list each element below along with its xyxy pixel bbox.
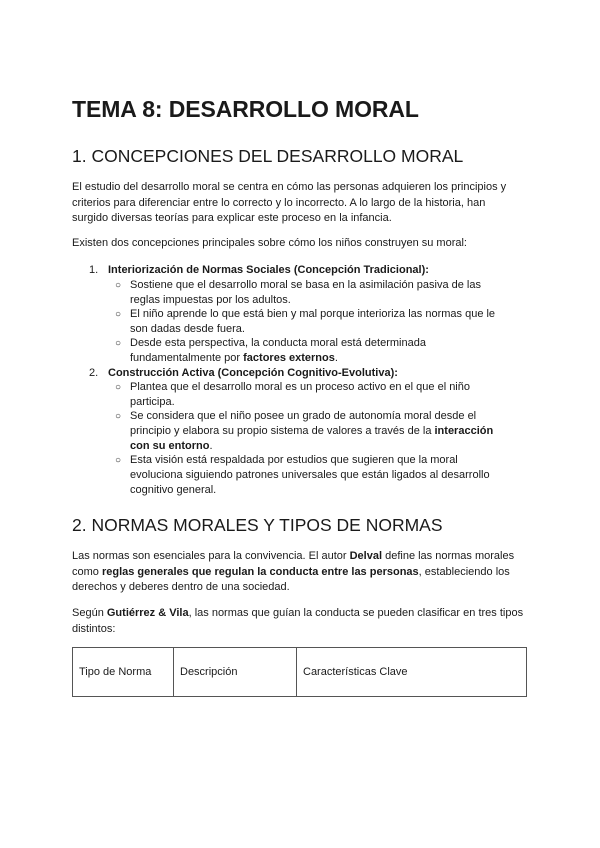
section-1-heading: 1. CONCEPCIONES DEL DESARROLLO MORAL	[72, 146, 464, 166]
intro-line: surgido diversas teorías para explicar este proceso en la infancia.	[72, 212, 392, 224]
bullet-line: evoluciona siguiendo patrones universales que están ligados al desarrollo	[130, 469, 490, 481]
page-title: TEMA 8: DESARROLLO MORAL	[72, 96, 419, 122]
bullet-line: participa.	[130, 396, 175, 408]
circle-bullet-icon: ○	[115, 338, 122, 349]
table-header-cell: Descripción	[174, 648, 297, 697]
text-run: .	[334, 352, 338, 364]
bullet-line	[130, 424, 520, 439]
list-item-2-title	[89, 366, 398, 381]
bullet-line: cognitivo general.	[130, 484, 217, 496]
list-number: 2.	[89, 367, 99, 379]
bullet-line	[130, 351, 520, 366]
list-item-1-title	[89, 263, 429, 278]
bullet-line: Se considera que el niño posee un grado de autonomía moral desde el	[130, 410, 477, 422]
bullet-line: Esta visión está respaldada por estudios que sugieren que la moral	[130, 454, 458, 466]
bullet-item	[115, 409, 520, 454]
text-run: Según	[72, 607, 107, 619]
bold-text: Gutiérrez & Vila	[106, 607, 189, 619]
intro-line: El estudio del desarrollo moral se centra en cómo las personas adquieren los principios y	[72, 181, 507, 193]
section-2-heading: 2. NORMAS MORALES Y TIPOS DE NORMAS	[72, 515, 443, 535]
bold-text: interacción	[434, 425, 494, 437]
section-1-intro	[72, 180, 532, 227]
circle-bullet-icon: ○	[115, 411, 122, 422]
circle-bullet-icon: ○	[115, 309, 122, 320]
table-header-cell: Tipo de Norma	[73, 648, 174, 697]
text-run: define las normas morales	[382, 550, 515, 562]
bullet-line	[130, 439, 520, 454]
circle-bullet-icon: ○	[115, 280, 122, 291]
bullet-item	[115, 336, 520, 366]
table-header-row	[73, 648, 527, 697]
bullet-item	[115, 453, 520, 498]
bold-text: con su entorno	[130, 440, 210, 452]
paragraph-line: derechos y deberes dentro de una sociedad.	[72, 581, 290, 593]
text-run: , estableciendo los	[418, 565, 510, 578]
text-run: , las normas que guían la conducta se pueden clasificar en tres tipos	[188, 607, 524, 619]
section-2-paragraph-1	[72, 549, 532, 596]
paragraph-line: distintos:	[72, 622, 116, 635]
norms-table	[72, 647, 527, 697]
circle-bullet-icon: ○	[115, 382, 122, 393]
bullet-item	[115, 307, 520, 337]
bullet-line: Desde esta perspectiva, la conducta moral está determinada	[130, 337, 426, 349]
circle-bullet-icon: ○	[115, 455, 122, 466]
bullet-item	[115, 278, 520, 308]
list-number: 1.	[89, 264, 99, 276]
bold-text: reglas generales que regulan la conducta entre las personas	[101, 565, 419, 578]
bullet-line: reglas impuestas por los adultos.	[130, 294, 291, 306]
text-run: principio y elabora su propio sistema de valores a través de la	[130, 425, 435, 437]
text-run: fundamentalmente por	[130, 352, 244, 364]
bullet-line: El niño aprende lo que está bien y mal porque interioriza las normas que le	[130, 308, 496, 320]
paragraph-line	[72, 606, 532, 622]
list-item-title: Interiorización de Normas Sociales (Concepción Tradicional):	[108, 264, 429, 276]
text-run: como	[72, 565, 102, 578]
bullet-item	[115, 380, 520, 410]
bullet-line: Plantea que el desarrollo moral es un proceso activo en el que el niño	[130, 381, 470, 393]
text-run: .	[209, 440, 213, 452]
intro-line: criterios para diferenciar entre lo correcto y lo incorrecto. A lo largo de la historia, han	[72, 196, 486, 209]
text-run: Las normas son esenciales para la convivencia. El autor	[72, 550, 350, 562]
bullet-line: son dadas desde fuera.	[130, 323, 245, 335]
list-item-title: Construcción Activa (Concepción Cognitivo-Evolutiva):	[108, 367, 398, 379]
bold-text: Delval	[349, 550, 383, 562]
paragraph-line	[72, 565, 532, 581]
section-1-lead: Existen dos concepciones principales sobre cómo los niños construyen su moral:	[72, 237, 467, 249]
bullet-line: Sostiene que el desarrollo moral se basa en la asimilación pasiva de las	[130, 279, 481, 291]
section-2-paragraph-2	[72, 606, 532, 637]
bold-text: factores externos	[243, 352, 335, 364]
table-header-cell: Características Clave	[297, 648, 527, 697]
paragraph-line	[72, 549, 532, 565]
